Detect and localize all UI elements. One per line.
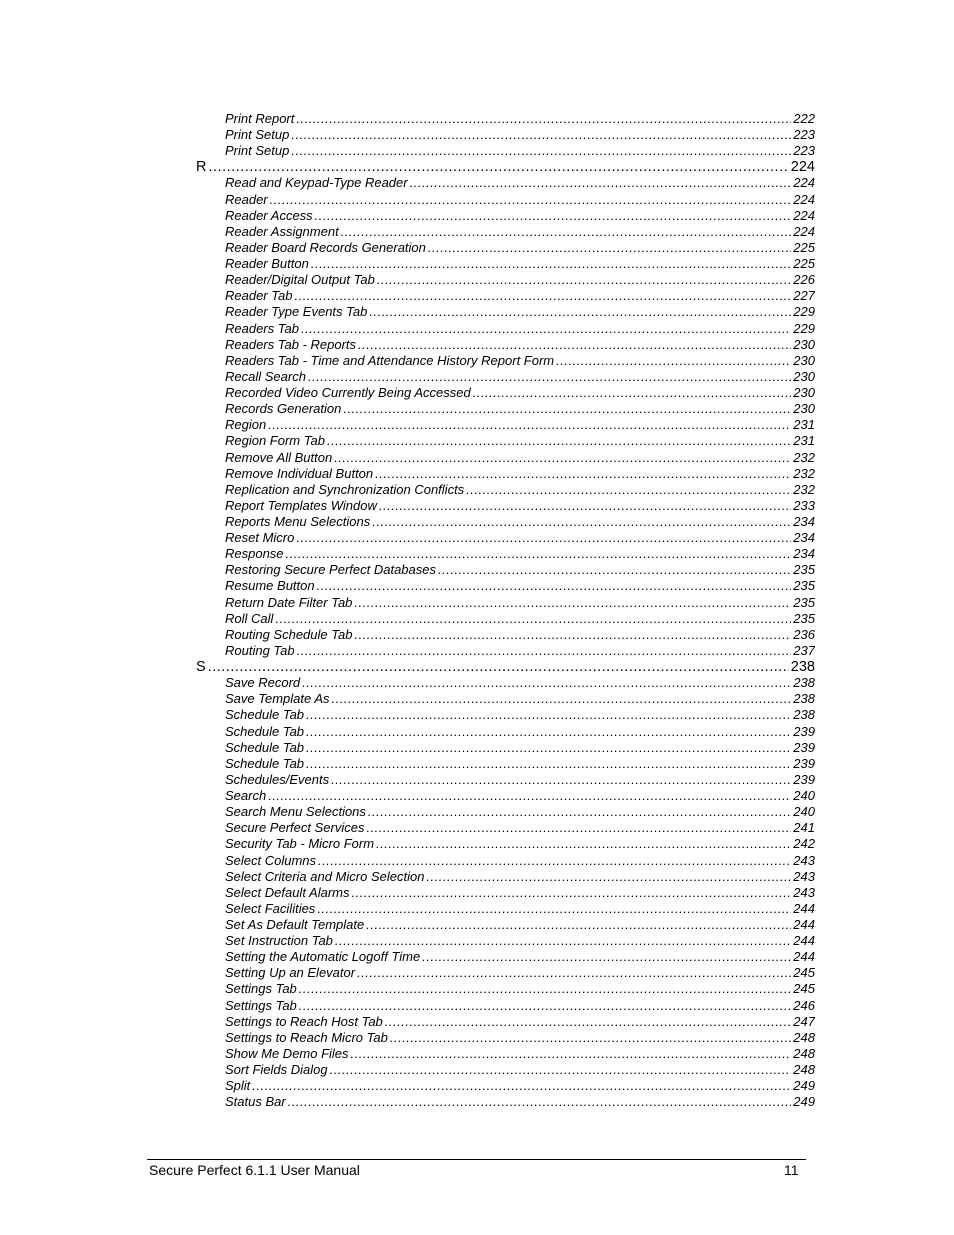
toc-entry: [225, 498, 815, 515]
toc-entry-title: Secure Perfect Services: [225, 820, 365, 836]
toc-entry: [225, 256, 815, 273]
dot-leader: [379, 498, 791, 513]
toc-entry: [225, 208, 815, 225]
dot-leader: [368, 804, 791, 819]
toc-entry: [225, 304, 815, 321]
toc-entry-page: 241: [793, 820, 815, 836]
footer-page-number: 11: [784, 1162, 799, 1178]
toc-entry: [225, 869, 815, 886]
toc-entry-page: 222: [793, 111, 815, 126]
dot-leader: [334, 450, 791, 465]
toc-entry-title: Select Columns: [225, 852, 317, 868]
toc-entry-title: Select Facilities: [225, 900, 316, 916]
toc-entry-title: Reader Assignment: [225, 223, 339, 239]
toc-entry-title: Status Bar: [225, 1094, 286, 1110]
dot-leader: [351, 1046, 792, 1061]
toc-entry-page: 229: [793, 320, 815, 336]
toc-entry-page: 225: [793, 256, 815, 272]
dot-leader: [306, 724, 791, 739]
toc-entry: [225, 740, 815, 757]
dot-leader: [288, 1094, 792, 1109]
toc-entry-title: Routing Tab: [225, 642, 295, 658]
dot-leader: [354, 627, 791, 642]
toc-entry: [225, 965, 815, 982]
toc-entry: [225, 836, 815, 853]
toc-entry-page: 225: [793, 239, 815, 255]
dot-leader: [311, 256, 791, 271]
toc-entry-title: Reports Menu Selections: [225, 514, 371, 529]
toc-entry-page: 231: [793, 417, 815, 433]
dot-leader: [306, 740, 791, 755]
toc-entry-title: Recall Search: [225, 368, 306, 384]
toc-entry: [225, 1078, 815, 1095]
dot-leader: [291, 127, 791, 142]
toc-entry: [225, 804, 815, 821]
toc-entry-page: 230: [793, 352, 815, 368]
toc-entry-page: 240: [793, 804, 815, 820]
dot-leader: [369, 304, 791, 319]
toc-entry: [225, 998, 815, 1015]
toc-entry: [225, 450, 815, 467]
footer-divider: [147, 1159, 806, 1160]
toc-entry-title: Schedule Tab: [225, 739, 305, 755]
dot-leader: [275, 611, 791, 626]
dot-leader: [335, 933, 791, 948]
dot-leader: [556, 353, 791, 368]
toc-entry: [225, 321, 815, 338]
dot-leader: [268, 417, 791, 432]
dot-leader: [302, 675, 791, 690]
dot-leader: [357, 965, 791, 980]
toc-entry-title: Schedule Tab: [225, 723, 305, 739]
toc-entry-page: 236: [793, 626, 815, 642]
toc-entry-page: 227: [793, 288, 815, 304]
toc-entry-title: Response: [225, 546, 284, 562]
toc-entry-title: Select Default Alarms: [225, 884, 350, 900]
toc-entry: [225, 611, 815, 628]
toc-entry: [225, 530, 815, 547]
toc-entry-title: Reader Tab: [225, 288, 293, 304]
toc-entry-title: Select Criteria and Micro Selection: [225, 868, 425, 884]
toc-entry: [225, 643, 815, 660]
toc-entry-page: 244: [793, 900, 815, 916]
toc-entry: [225, 1014, 815, 1031]
toc-entry-title: Settings Tab: [225, 981, 297, 997]
dot-leader: [286, 546, 792, 561]
dot-leader: [327, 433, 791, 448]
toc-entry-title: Readers Tab - Reports: [225, 336, 357, 352]
toc-entry: [225, 820, 815, 837]
dot-leader: [318, 853, 791, 868]
toc-entry: [225, 466, 815, 483]
dot-leader: [366, 820, 791, 835]
dot-leader: [343, 401, 791, 416]
toc-entry-title: Read and Keypad-Type Reader: [225, 175, 408, 191]
dot-leader: [270, 192, 792, 207]
toc-entry: [225, 272, 815, 289]
toc-entry-page: 246: [793, 997, 815, 1013]
toc-entry-page: 238: [793, 707, 815, 723]
toc-entry-page: 245: [793, 981, 815, 997]
toc-entry-page: 232: [793, 465, 815, 481]
toc-entry-page: 245: [793, 965, 815, 981]
dot-leader: [308, 369, 791, 384]
toc-entry-page: 223: [793, 127, 815, 143]
toc-entry-page: 224: [793, 223, 815, 239]
toc-entry-page: 230: [793, 401, 815, 417]
toc-entry-page: 248: [793, 1029, 815, 1045]
toc-entry-page: 223: [793, 143, 815, 159]
toc-entry-title: Show Me Demo Files: [225, 1045, 349, 1061]
toc-entry-page: 243: [793, 868, 815, 884]
toc-entry-title: Print Setup: [225, 143, 290, 159]
toc-entry-title: Region Form Tab: [225, 433, 325, 449]
dot-leader: [330, 1062, 792, 1077]
dot-leader: [296, 530, 791, 545]
toc-entry-title: Reader Type Events Tab: [225, 304, 368, 320]
dot-leader: [291, 143, 791, 158]
toc-entry: [225, 482, 815, 499]
toc-entry: [225, 1046, 815, 1063]
toc-entry-page: 240: [793, 788, 815, 804]
toc-entry-title: Remove Individual Button: [225, 465, 374, 481]
toc-entry-page: 239: [793, 755, 815, 771]
toc-entry: [225, 127, 815, 144]
toc-entry-title: Replication and Synchronization Conflicts: [225, 481, 465, 497]
dot-leader: [315, 208, 792, 223]
toc-entry-title: Readers Tab - Time and Attendance History Report Form: [225, 352, 555, 368]
dot-leader: [331, 772, 791, 787]
toc-entry-page: 244: [793, 933, 815, 949]
dot-leader: [252, 1078, 791, 1093]
toc-entry-title: Set As Default Template: [225, 917, 365, 932]
toc-entry: [225, 707, 815, 724]
toc-entry-page: 230: [793, 336, 815, 352]
toc-entry-page: 235: [793, 594, 815, 610]
toc-entry-page: 237: [793, 642, 815, 658]
toc-entry-title: Schedules/Events: [225, 771, 330, 787]
toc-entry-page: 232: [793, 449, 815, 465]
toc-entry: [225, 369, 815, 386]
toc-entry-title: Reader: [225, 191, 268, 207]
dot-leader: [375, 466, 791, 481]
toc-entry-page: 234: [793, 514, 815, 529]
toc-entry: [225, 417, 815, 434]
dot-leader: [317, 901, 791, 916]
toc-entry-title: Split: [225, 1078, 251, 1094]
toc-entry: [225, 756, 815, 773]
toc-entry-page: 239: [793, 723, 815, 739]
toc-entry-title: Save Template As: [225, 691, 330, 707]
toc-entry-title: Reader/Digital Output Tab: [225, 272, 375, 288]
dot-leader: [422, 949, 791, 964]
dot-leader: [306, 707, 791, 722]
toc-entry-title: Print Report: [225, 111, 295, 126]
toc-entry: [225, 353, 815, 370]
toc-entry-page: 234: [793, 546, 815, 562]
toc-entry-title: Settings Tab: [225, 997, 297, 1013]
dot-leader: [299, 998, 792, 1013]
toc-entry-page: 234: [793, 530, 815, 546]
toc-entry-page: 230: [793, 368, 815, 384]
toc-entry-page: 230: [793, 385, 815, 401]
toc-entry: [225, 175, 815, 192]
toc-entry: [225, 433, 815, 450]
dot-leader: [426, 869, 791, 884]
dot-leader: [376, 836, 791, 851]
toc-entry: [225, 691, 815, 708]
toc-entry-page: 242: [793, 836, 815, 852]
toc-entry: [225, 546, 815, 563]
toc-entry-page: 239: [793, 739, 815, 755]
toc-entry-page: 235: [793, 610, 815, 626]
toc-entry-title: Restoring Secure Perfect Databases: [225, 562, 436, 578]
toc-entry-title: Reader Button: [225, 256, 309, 272]
toc-entry-title: Recorded Video Currently Being Accessed: [225, 385, 471, 401]
toc-entry-page: 235: [793, 578, 815, 594]
dot-leader: [354, 595, 791, 610]
toc-entry-title: Settings to Reach Host Tab: [225, 1013, 383, 1029]
toc-entry: [225, 853, 815, 870]
toc-entry: [225, 917, 815, 934]
toc-entry: [225, 675, 815, 692]
toc-entry-title: Reader Access: [225, 207, 313, 223]
toc-entry: [225, 578, 815, 595]
dot-leader: [317, 578, 792, 593]
toc-entry-title: Roll Call: [225, 610, 274, 626]
toc-entry: [225, 901, 815, 918]
dot-leader: [473, 385, 792, 400]
dot-leader: [296, 111, 791, 126]
toc-entry: [225, 885, 815, 902]
toc-entry-page: 233: [793, 497, 815, 513]
toc-entry-page: 244: [793, 917, 815, 932]
toc-entry-title: Schedule Tab: [225, 755, 305, 771]
toc-entry: [225, 788, 815, 805]
toc-entry-page: 248: [793, 1045, 815, 1061]
dot-leader: [390, 1030, 791, 1045]
toc-entry-title: Security Tab - Micro Form: [225, 836, 375, 852]
dot-leader: [438, 562, 791, 577]
toc-entry-title: Reader Board Records Generation: [225, 239, 426, 255]
toc-entry-page: 224: [793, 207, 815, 223]
dot-leader: [306, 756, 791, 771]
toc-entry-page: 243: [793, 884, 815, 900]
dot-leader: [410, 175, 792, 190]
toc-entry: [225, 385, 815, 402]
toc-entry: [225, 401, 815, 418]
toc-entry-page: 239: [793, 771, 815, 787]
dot-leader: [299, 981, 792, 996]
dot-leader: [428, 240, 791, 255]
toc-entry: [225, 240, 815, 257]
dot-leader: [208, 159, 788, 175]
toc-entry: [225, 224, 815, 241]
toc-entry-title: Print Setup: [225, 127, 290, 143]
toc-entry-page: 249: [793, 1078, 815, 1094]
toc-entry-title: Setting the Automatic Logoff Time: [225, 949, 421, 965]
toc-entry-title: R: [196, 159, 207, 176]
dot-leader: [377, 272, 791, 287]
toc-entry: [225, 1030, 815, 1047]
toc-entry: [225, 627, 815, 644]
toc-entry: [225, 288, 815, 305]
dot-leader: [301, 321, 791, 336]
toc-entry: [225, 111, 815, 128]
toc-entry-title: Routing Schedule Tab: [225, 626, 353, 642]
dot-leader: [297, 643, 792, 658]
toc-entry: [225, 724, 815, 741]
toc-entry-title: Set Instruction Tab: [225, 933, 333, 949]
toc-entry-page: 224: [793, 191, 815, 207]
toc-entry-title: Settings to Reach Micro Tab: [225, 1029, 388, 1045]
toc-entry-title: S: [196, 659, 206, 676]
toc-entry-title: Report Templates Window: [225, 497, 377, 513]
toc-entry-title: Setting Up an Elevator: [225, 965, 356, 981]
toc-entry-page: 224: [790, 159, 815, 176]
toc-entry-title: Region: [225, 417, 267, 433]
toc-entry: [225, 514, 815, 531]
toc-entry: [225, 772, 815, 789]
toc-entry-page: 235: [793, 562, 815, 578]
toc-entry-page: 229: [793, 304, 815, 320]
toc-entry-title: Sort Fields Dialog: [225, 1062, 328, 1078]
toc-entry-title: Remove All Button: [225, 449, 333, 465]
toc-entry-title: Return Date Filter Tab: [225, 594, 353, 610]
toc-entry: [225, 192, 815, 209]
toc-entry: [225, 1062, 815, 1079]
toc-entry-page: 238: [793, 691, 815, 707]
toc-entry-title: Save Record: [225, 675, 301, 691]
dot-leader: [268, 788, 791, 803]
toc-entry-page: 249: [793, 1094, 815, 1110]
toc-entry-page: 224: [793, 175, 815, 191]
toc-entry: [225, 981, 815, 998]
toc-entry: [225, 949, 815, 966]
toc-entry: [225, 1094, 815, 1111]
toc-entry: [225, 143, 815, 160]
toc-entry-page: 243: [793, 852, 815, 868]
toc-entry-title: Readers Tab: [225, 320, 299, 336]
footer-title: Secure Perfect 6.1.1 User Manual: [149, 1162, 360, 1178]
toc-entry: [225, 595, 815, 612]
toc-entry-page: 244: [793, 949, 815, 965]
dot-leader: [352, 885, 792, 900]
dot-leader: [385, 1014, 792, 1029]
dot-leader: [372, 514, 791, 529]
toc-entry-page: 247: [793, 1013, 815, 1029]
dot-leader: [366, 917, 791, 932]
toc-entry: [225, 337, 815, 354]
toc-entry: [225, 933, 815, 950]
toc-entry-page: 248: [793, 1062, 815, 1078]
toc-entry-page: 226: [793, 272, 815, 288]
toc-entry-title: Records Generation: [225, 401, 342, 417]
dot-leader: [341, 224, 792, 239]
toc-entry-page: 238: [790, 659, 815, 676]
toc-entry: [225, 562, 815, 579]
toc-entry-title: Resume Button: [225, 578, 315, 594]
dot-leader: [332, 691, 792, 706]
toc-entry-title: Schedule Tab: [225, 707, 305, 723]
dot-leader: [466, 482, 791, 497]
dot-leader: [208, 659, 789, 675]
dot-leader: [294, 288, 791, 303]
toc-entry-title: Reset Micro: [225, 530, 295, 546]
toc-entry-page: 238: [793, 675, 815, 691]
dot-leader: [358, 337, 791, 352]
toc-entry-title: Search Menu Selections: [225, 804, 366, 820]
toc-entry-title: Search: [225, 788, 267, 804]
toc-entry-page: 231: [793, 433, 815, 449]
toc-entry-page: 232: [793, 481, 815, 497]
